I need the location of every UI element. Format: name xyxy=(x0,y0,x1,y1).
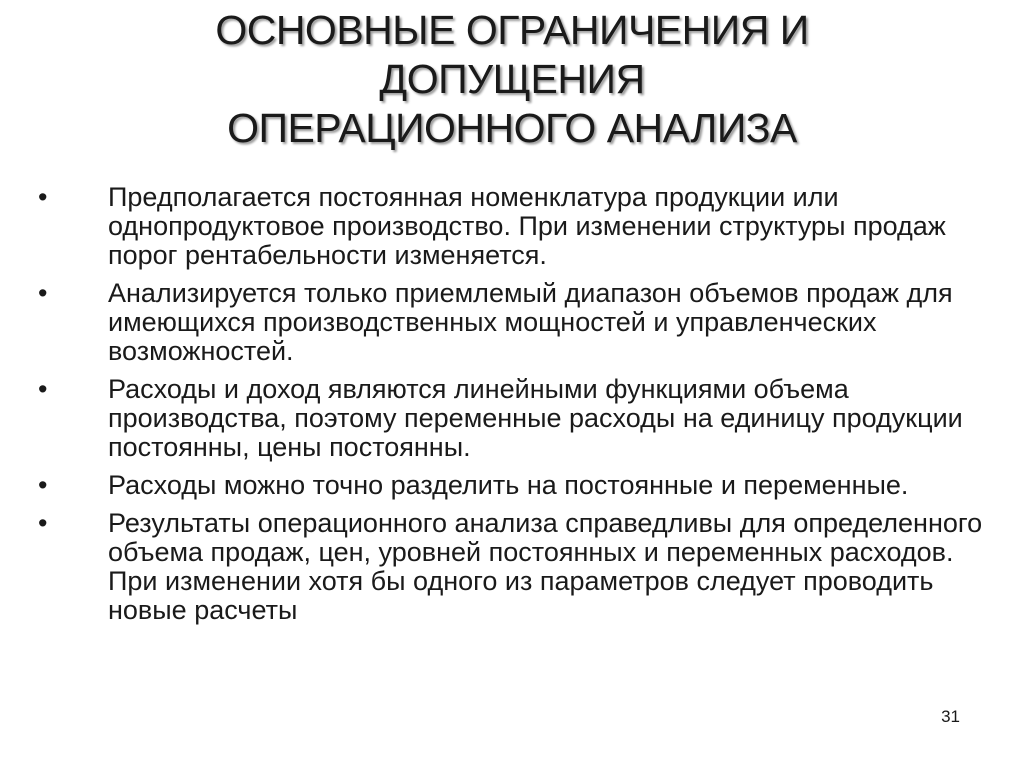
bullet-text: Расходы можно точно разделить на постоянные и переменные. xyxy=(108,470,909,500)
bullet-item xyxy=(0,509,1024,625)
bullet-list xyxy=(0,183,1024,634)
title-line: ОСНОВНЫЕ ОГРАНИЧЕНИЯ И xyxy=(215,7,809,53)
bullet-item xyxy=(0,471,1024,500)
title-line: ОПЕРАЦИОННОГО АНАЛИЗА xyxy=(227,105,797,151)
page-number: 31 xyxy=(941,707,960,726)
bullet-item xyxy=(0,375,1024,462)
bullet-item xyxy=(0,183,1024,270)
slide-title xyxy=(0,6,1024,153)
bullet-marker: • xyxy=(38,374,48,404)
bullet-text: Анализируется только приемлемый диапазон объемов продаж для имеющихся производственных мощностей и управленческих возможностей. xyxy=(108,278,953,366)
bullet-item xyxy=(0,279,1024,366)
bullet-text: Результаты операционного анализа справедливы для определенного объема продаж, цен, уровней постоянных и переменных расходов. При изменении хотя бы одного из параметров следует проводить новые расчеты xyxy=(108,508,983,625)
title-line: ДОПУЩЕНИЯ xyxy=(379,56,645,102)
bullet-marker: • xyxy=(38,182,48,212)
bullet-marker: • xyxy=(38,278,48,308)
bullet-text: Расходы и доход являются линейными функциями объема производства, поэтому переменные расходы на единицу продукции постоянны, цены постоянны. xyxy=(108,374,963,462)
bullet-text: Предполагается постоянная номенклатура продукции или однопродуктовое производство. При изменении структуры продаж порог рентабельности изменяется. xyxy=(108,182,946,270)
bullet-marker: • xyxy=(38,470,48,500)
bullet-marker: • xyxy=(38,508,48,538)
